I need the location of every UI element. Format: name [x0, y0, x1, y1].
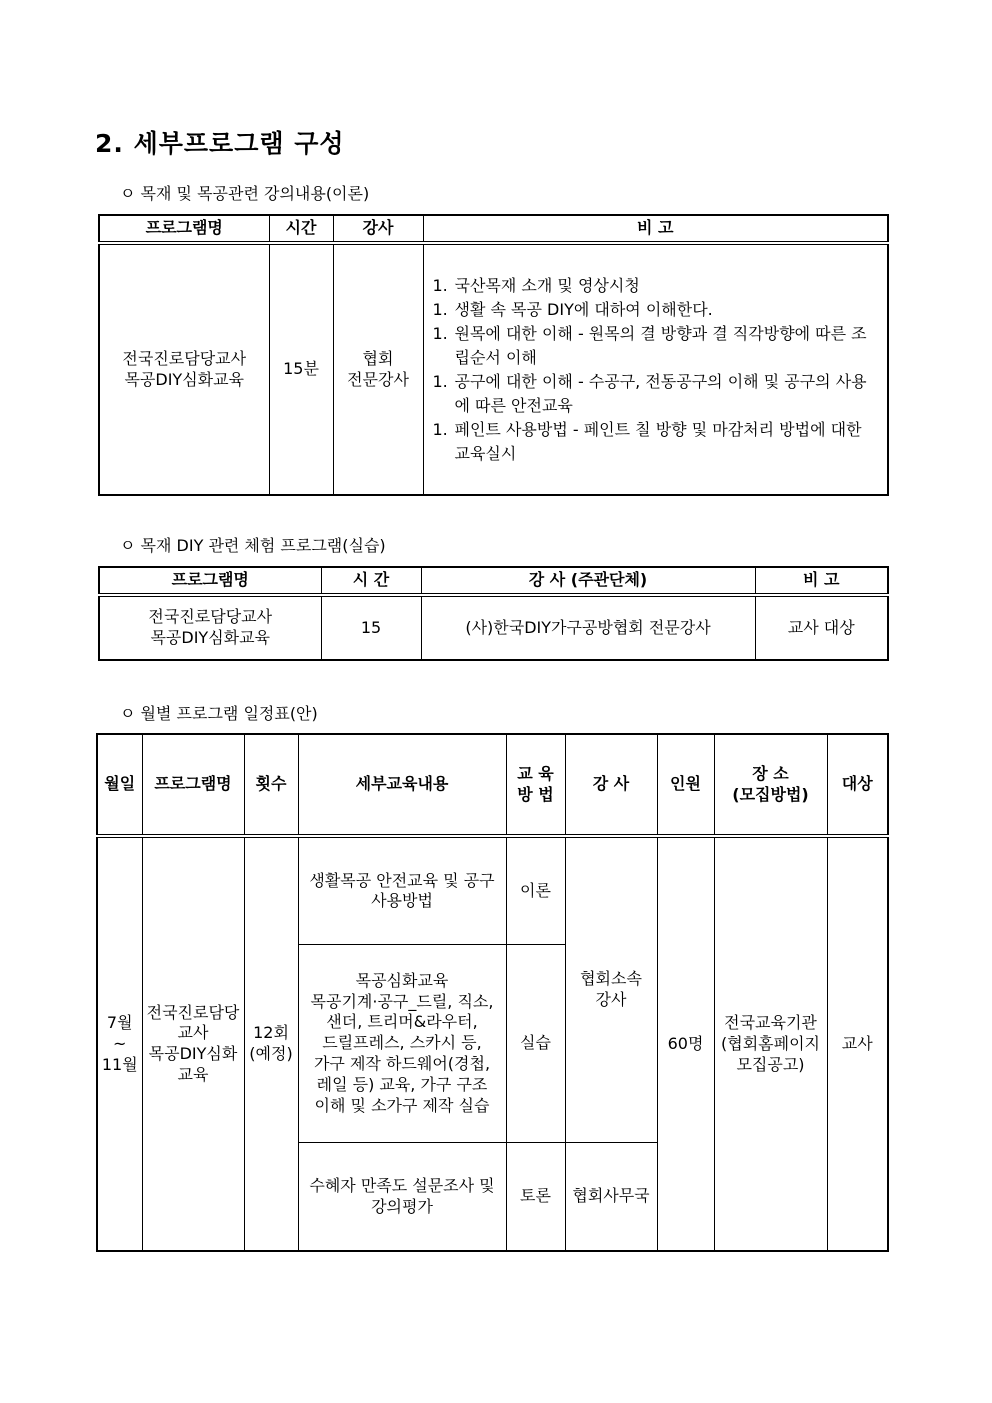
content-line: 강의평가 [371, 1196, 433, 1216]
lecture-section-title: ㅇ 목재 및 목공관련 강의내용(이론) [120, 184, 370, 203]
people-cell: 60명 [657, 836, 714, 1251]
section-heading: 2. 세부프로그램 구성 [95, 129, 345, 158]
content-line: 목공기계·공구_드릴, 직소, [310, 991, 494, 1011]
header-count: 횟수 [244, 734, 298, 836]
content-line: 사용방법 [371, 891, 433, 911]
list-item [433, 370, 879, 418]
content-cell [298, 1143, 506, 1251]
month-cell [97, 836, 142, 1251]
program-line: 전국진로담당교사 [122, 348, 247, 368]
list-marker: 1. [432, 371, 448, 391]
program-line: 전국진로담당교사 [148, 607, 273, 627]
content-line: 가구 제작 하드웨어(경첩, [313, 1054, 491, 1074]
header-notes: 비 고 [755, 567, 888, 595]
instructor-cell: (사)한국DIY가구공방협회 전문강사 [421, 595, 755, 660]
header-method [506, 734, 565, 836]
content-line: 이해 및 소가구 제작 실습 [314, 1095, 490, 1115]
header-instructor: 강 사 (주관단체) [421, 567, 755, 595]
list-item [433, 322, 879, 370]
content-cell [298, 945, 506, 1143]
header-place-line: 장 소 [752, 763, 789, 783]
method-cell: 실습 [506, 945, 565, 1143]
list-marker: 1. [432, 323, 448, 343]
list-marker: 1. [432, 419, 448, 439]
program-cell [142, 836, 244, 1251]
count-line: 12회 [253, 1023, 289, 1043]
header-program: 프로그램명 [99, 567, 321, 595]
header-program: 프로그램명 [142, 734, 244, 836]
program-cell [99, 243, 269, 495]
program-line: 전국진로담당 [146, 1002, 240, 1022]
header-method-line: 방 법 [517, 784, 554, 804]
header-time: 시 간 [321, 567, 421, 595]
content-line: 레일 등) 교육, 가구 구조 [316, 1074, 488, 1094]
list-marker: 1. [432, 299, 448, 319]
list-marker: 1. [432, 275, 448, 295]
target-cell: 교사 [827, 836, 888, 1251]
instructor-cell [565, 836, 657, 1142]
method-cell: 이론 [506, 836, 565, 944]
content-cell [298, 836, 506, 944]
month-line: ~ [113, 1033, 127, 1053]
instructor-cell [333, 243, 423, 495]
schedule-table [96, 733, 889, 1252]
header-place [714, 734, 827, 836]
list-item [433, 274, 879, 298]
place-cell [714, 836, 827, 1251]
note-text: 페인트 사용방법 - 페인트 칠 방향 및 마감처리 방법에 대한 교육실시 [454, 419, 862, 463]
time-cell: 15분 [269, 243, 333, 495]
note-text: 생활 속 목공 DIY에 대하여 이해한다. [454, 299, 713, 319]
header-time: 시간 [269, 215, 333, 243]
header-month: 월일 [97, 734, 142, 836]
practice-table [98, 566, 889, 661]
header-content: 세부교육내용 [298, 734, 506, 836]
notes-cell: 교사 대상 [755, 595, 888, 660]
header-notes: 비 고 [423, 215, 888, 243]
content-line: 드릴프레스, 스카시 등, [322, 1033, 482, 1053]
list-item [433, 418, 879, 466]
header-instructor: 강 사 [565, 734, 657, 836]
practice-section-title: ㅇ 목재 DIY 관련 체험 프로그램(실습) [120, 536, 386, 555]
schedule-section-title: ㅇ 월별 프로그램 일정표(안) [120, 704, 318, 723]
header-people: 인원 [657, 734, 714, 836]
instructor-line: 협회 [362, 348, 394, 368]
program-line: 목공DIY심화교육 [150, 628, 271, 647]
program-line: 목공DIY심화교육 [124, 369, 245, 389]
count-line: (예정) [249, 1044, 293, 1064]
content-line: 수혜자 만족도 설문조사 및 [309, 1175, 495, 1195]
content-line: 생활목공 안전교육 및 공구 [309, 870, 495, 890]
place-line: (협회홈페이지 [721, 1033, 820, 1053]
header-method-line: 교 육 [517, 763, 554, 783]
count-cell [244, 836, 298, 1251]
lecture-table [98, 214, 889, 496]
content-line: 샌더, 트리머&라우터, [326, 1012, 478, 1032]
place-line: 전국교육기관 [724, 1013, 817, 1032]
content-line: 목공심화교육 [355, 970, 449, 990]
header-program: 프로그램명 [99, 215, 269, 243]
instructor-cell: 협회사무국 [565, 1143, 657, 1251]
header-place-line: (모집방법) [732, 784, 809, 804]
program-line: 교사 [177, 1023, 209, 1043]
note-text: 국산목재 소개 및 영상시청 [454, 275, 640, 295]
instructor-line: 협회소속 [580, 969, 642, 989]
header-target: 대상 [827, 734, 888, 836]
instructor-line: 강사 [595, 990, 627, 1010]
notes-list [427, 274, 885, 466]
notes-cell [423, 243, 888, 495]
place-line: 모집공고) [736, 1054, 805, 1074]
header-instructor: 강사 [333, 215, 423, 243]
note-text: 원목에 대한 이해 - 원목의 결 방향과 결 직각방향에 따른 조립순서 이해 [454, 323, 867, 367]
note-text: 공구에 대한 이해 - 수공구, 전동공구의 이해 및 공구의 사용에 따른 안전교육 [454, 371, 867, 415]
month-line: 7월 [106, 1013, 133, 1032]
instructor-line: 전문강사 [347, 369, 409, 389]
month-line: 11월 [101, 1054, 138, 1074]
program-cell [99, 595, 321, 660]
program-line: 교육 [177, 1064, 209, 1084]
method-cell: 토론 [506, 1143, 565, 1251]
time-cell: 15 [321, 595, 421, 660]
program-line: 목공DIY심화 [148, 1044, 238, 1064]
list-item [433, 298, 879, 322]
